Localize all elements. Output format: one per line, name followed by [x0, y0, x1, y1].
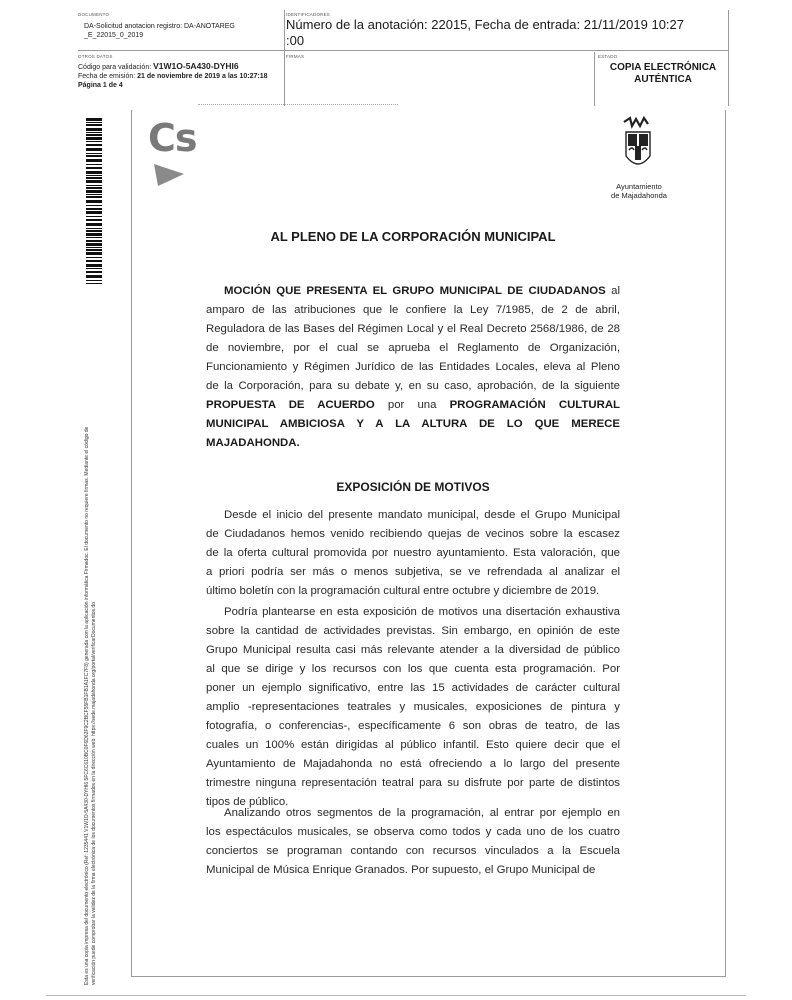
- codigo-prefix: Código para validación:: [78, 64, 154, 71]
- barcode-bar: [86, 249, 102, 251]
- mocion-text: por una: [374, 399, 450, 411]
- barcode-bar: [86, 257, 102, 258]
- mocion-text: al: [605, 285, 621, 297]
- barcode-bar: [86, 283, 102, 284]
- ayuntamiento-line1: Ayuntamiento: [616, 182, 662, 191]
- ayuntamiento-logo: [600, 116, 680, 206]
- paragraph-line: poner un ejemplo significativo, entre las 15 actividades de carácter cultural: [206, 682, 620, 694]
- barcode-bar: [86, 200, 102, 203]
- cs-logo: [148, 118, 228, 198]
- barcode-bar: [86, 148, 102, 151]
- paragraph-line: cuales un 100% están dirigidas al público infantil. Esto quiere decir que el: [206, 739, 620, 751]
- mocion-line: [206, 282, 620, 301]
- otros-datos-label: OTROS DATOS: [78, 54, 113, 59]
- mocion-bold-text: MOCIÓN QUE PRESENTA EL GRUPO MUNICIPAL DE CIUDADANOS: [224, 285, 606, 297]
- mocion-paragraph: [206, 282, 620, 453]
- barcode-bar: [86, 141, 102, 142]
- mocion-line: [206, 434, 620, 453]
- codigo-value: V1W1O-5A430-DYHI6: [153, 61, 239, 71]
- barcode-bar: [86, 216, 102, 217]
- mocion-line: [206, 396, 620, 415]
- vertical-line2: verificación puede comprobar la validez de la firma electrónica de los documentos firmados en la dirección web: https://sede.majadahonda.org/portal/verificarDocumentos.do: [91, 602, 97, 985]
- body-paragraph-2: [206, 603, 620, 812]
- paragraph-line: de Ciudadanos hemos venido recibiendo quejas de vecinos sobre la escasez: [206, 528, 620, 540]
- cs-logo-mark: [154, 160, 194, 190]
- mocion-bold-text: MAJADAHONDA.: [206, 437, 300, 449]
- vertical-line1: Esta es una copia impresa del documento electrónico (Ref: 1235441 V1W1O-5A430-DYHI6 5FC6C610BC0F6D62F9C2BCF55FB1FB1A1FC7F8) generada con la aplicación informática Firmadoc. El documento no requiere firmas. Mediante el código de: [84, 426, 90, 985]
- body-paragraph-3: [206, 804, 620, 880]
- barcode-bar: [86, 233, 102, 236]
- cs-logo-text: Cs: [148, 116, 197, 160]
- paragraph-line: Podría plantearse en esta exposición de motivos una disertación exhaustiva: [224, 606, 620, 618]
- barcode-bar: [86, 153, 102, 154]
- paragraph-line: conciertos se programan contando con recursos vinculados a la Escuela: [206, 845, 620, 857]
- paragraph-line: Ayuntamiento de Majadahonda no está ofreciendo a lo largo del presente: [206, 758, 620, 770]
- paragraph-line: de la oferta cultural promovida por nuestro ayuntamiento. Esta valoración, que: [206, 547, 620, 559]
- mocion-bold-text: PROPUESTA DE ACUERDO: [206, 399, 375, 411]
- codigo-validacion: [78, 62, 239, 72]
- exposicion-heading: EXPOSICIÓN DE MOTIVOS: [336, 480, 490, 494]
- mocion-bold-text: MUNICIPAL AMBICIOSA Y A LA ALTURA DE LO QUE MERECE: [206, 418, 620, 430]
- barcode-bar: [86, 190, 102, 193]
- identificadores-label: IDENTIFICADORES: [286, 12, 331, 17]
- paragraph-line: Municipal de Música Enrique Granados. Por supuesto, el Grupo Municipal de: [206, 864, 596, 876]
- firmas-label: FIRMAS: [286, 54, 305, 59]
- documento-label: DOCUMENTO: [78, 12, 110, 17]
- page-bottom-rule: [46, 995, 746, 996]
- header-divider: [594, 52, 595, 106]
- barcode-bar: [86, 171, 102, 174]
- barcode-bar: [86, 240, 102, 242]
- barcode-bar: [86, 164, 102, 165]
- barcode-bar: [86, 196, 102, 198]
- identificadores-line2: :00: [286, 33, 305, 48]
- mocion-text: Funcionamiento y Régimen Jurídico de las Entidades Locales, eleva al Pleno: [206, 361, 620, 373]
- mocion-line: [206, 320, 620, 339]
- barcode-bar: [86, 205, 102, 206]
- barcode-bar: [86, 155, 102, 157]
- documento-line2: _E_22015_0_2019: [84, 32, 144, 39]
- paragraph-line: sobre la cantidad de actividades previstas. Sin embargo, en opinión de este: [206, 625, 620, 637]
- mocion-bold-text: PROGRAMACIÓN CULTURAL: [449, 399, 621, 411]
- estado-line1: COPIA ELECTRÓNICA: [609, 62, 717, 73]
- page-title: AL PLENO DE LA CORPORACIÓN MUNICIPAL: [270, 229, 556, 244]
- barcode-bar: [86, 211, 102, 214]
- mocion-text: de noviembre, por el cual se aprueba el Reglamento de Organización,: [206, 342, 620, 354]
- header-rule: [78, 50, 728, 51]
- body-paragraph-1: [206, 506, 620, 601]
- ayuntamiento-line2: de Majadahonda: [611, 191, 667, 200]
- mocion-line: [206, 415, 620, 434]
- barcode-bar: [86, 132, 102, 133]
- barcode-bar: [86, 128, 102, 131]
- header-rule: [198, 104, 398, 105]
- barcode-bar: [86, 180, 102, 183]
- barcode: [86, 118, 102, 284]
- paragraph-line: Desde el inicio del presente mandato municipal, desde el Grupo Municipal: [224, 509, 620, 521]
- paragraph-line: trimestre ninguna representación teatral para su disfrute por parte de distintos: [206, 777, 620, 789]
- paragraph-line: Grupo Municipal resulta casi más relevante atender a la diversidad de público: [206, 644, 620, 656]
- mocion-text: de la Corporación, para su debate y, en su caso, aprobación, de la siguiente: [206, 380, 620, 392]
- documento-line1: DA-Solicitud anotacion registro: DA-ANOTAREG: [84, 23, 235, 30]
- barcode-bar: [86, 122, 102, 123]
- barcode-bar: [86, 185, 102, 186]
- header-box: [78, 8, 728, 106]
- barcode-bar: [86, 247, 102, 248]
- barcode-bar: [86, 223, 102, 226]
- barcode-bar: [86, 230, 102, 232]
- mocion-line: [206, 301, 620, 320]
- barcode-bar: [86, 252, 102, 255]
- identificadores-line1: [286, 17, 684, 32]
- pagina: Página 1 de 4: [78, 82, 123, 89]
- mocion-line: [206, 339, 620, 358]
- fecha-emision: [78, 72, 268, 81]
- barcode-bar: [86, 260, 102, 262]
- barcode-bar: [86, 177, 102, 179]
- barcode-bar: [86, 243, 102, 246]
- mocion-line: [206, 358, 620, 377]
- paragraph-line: amplio -representaciones teatrales y musicales, exposiciones de pintura y: [206, 701, 620, 713]
- barcode-bar: [86, 264, 102, 267]
- barcode-bar: [86, 194, 102, 195]
- mocion-text: amparo de las atribuciones que le confiere la Ley 7/1985, de 2 de abril,: [206, 304, 620, 316]
- paragraph-line: tipos de público.: [206, 796, 289, 808]
- mocion-text: Reguladora de las Bases del Régimen Local y el Real Decreto 2568/1986, de 28: [206, 323, 620, 335]
- barcode-bar: [86, 144, 102, 146]
- barcode-bar: [86, 208, 102, 210]
- barcode-bar: [86, 167, 102, 169]
- paragraph-line: al que se dirige y los recursos con los que cuenta esta programación. Por: [206, 663, 620, 675]
- crest-icon: [618, 116, 658, 178]
- paragraph-line: Analizando otros segmentos de la programación, al entrar por ejemplo en: [224, 807, 620, 819]
- anotacion-text: Número de la anotación: 22015, Fecha de entrada: 21/11/2019 10:27: [286, 17, 684, 32]
- estado-label: ESTADO: [598, 54, 618, 59]
- barcode-bar: [86, 280, 102, 281]
- estado-line2: AUTÉNTICA: [634, 74, 692, 85]
- barcode-bar: [86, 175, 102, 176]
- fecha-prefix: Fecha de emisión:: [78, 73, 138, 80]
- barcode-bar: [86, 124, 102, 126]
- barcode-bar: [86, 275, 102, 278]
- mocion-line: [206, 377, 620, 396]
- barcode-bar: [86, 268, 102, 269]
- header-divider: [728, 10, 729, 106]
- barcode-bar: [86, 159, 102, 162]
- barcode-bar: [86, 137, 102, 140]
- barcode-bar: [86, 219, 102, 221]
- vertical-legal-text: [84, 295, 98, 985]
- barcode-bar: [86, 187, 102, 189]
- paragraph-line: los espectáculos musicales, se observa como todos y cada uno de los cuatro: [206, 826, 620, 838]
- paragraph-line: fotografía, o conferencias-, específicamente 6 son obras de teatro, de las: [206, 720, 620, 732]
- barcode-bar: [86, 118, 102, 121]
- fecha-value: 21 de noviembre de 2019 a las 10:27:18: [137, 73, 268, 80]
- barcode-bar: [86, 134, 102, 136]
- paragraph-line: último boletín con la programación cultural entre octubre y diciembre de 2019.: [206, 585, 600, 597]
- barcode-bar: [86, 228, 102, 229]
- barcode-bar: [86, 237, 102, 238]
- header-divider: [284, 10, 285, 106]
- paragraph-line: a priori podría ser más o menos subjetiva, se ve refrendada al analizar el: [206, 566, 620, 578]
- barcode-graphic: [86, 118, 102, 284]
- barcode-bar: [86, 271, 102, 273]
